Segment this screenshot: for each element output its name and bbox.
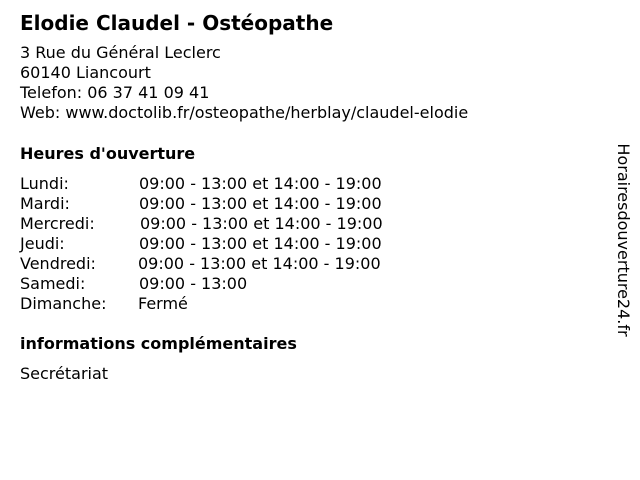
day-label: Samedi: — [20, 274, 86, 293]
day-label: Vendredi: — [20, 254, 96, 273]
day-label: Jeudi: — [20, 234, 65, 253]
time-range: 09:00 - 13:00 — [139, 274, 248, 293]
contact-block — [20, 43, 468, 123]
street-address: 3 Rue du Général Leclerc — [20, 43, 221, 62]
info-text: Secrétariat — [20, 364, 109, 383]
info-heading: informations complémentaires — [20, 334, 297, 353]
day-label: Dimanche: — [20, 294, 107, 313]
phone-number: Telefon: 06 37 41 09 41 — [20, 83, 210, 102]
website: Web: www.doctolib.fr/osteopathe/herblay/claudel-elodie — [20, 103, 469, 122]
day-label: Mercredi: — [20, 214, 95, 233]
time-range: 09:00 - 13:00 et 14:00 - 19:00 — [138, 254, 381, 273]
day-label: Lundi: — [20, 174, 69, 193]
time-range: 09:00 - 13:00 et 14:00 - 19:00 — [139, 234, 382, 253]
city-postal: 60140 Liancourt — [20, 63, 151, 82]
watermark: Horairesdouverture24.fr — [614, 143, 633, 337]
day-label: Mardi: — [20, 194, 70, 213]
time-range: 09:00 - 13:00 et 14:00 - 19:00 — [139, 194, 382, 213]
hours-heading: Heures d'ouverture — [20, 144, 196, 163]
time-range: 09:00 - 13:00 et 14:00 - 19:00 — [139, 174, 382, 193]
page-title: Elodie Claudel - Ostéopathe — [20, 11, 334, 35]
time-range: Fermé — [138, 294, 188, 313]
time-range: 09:00 - 13:00 et 14:00 - 19:00 — [140, 214, 383, 233]
